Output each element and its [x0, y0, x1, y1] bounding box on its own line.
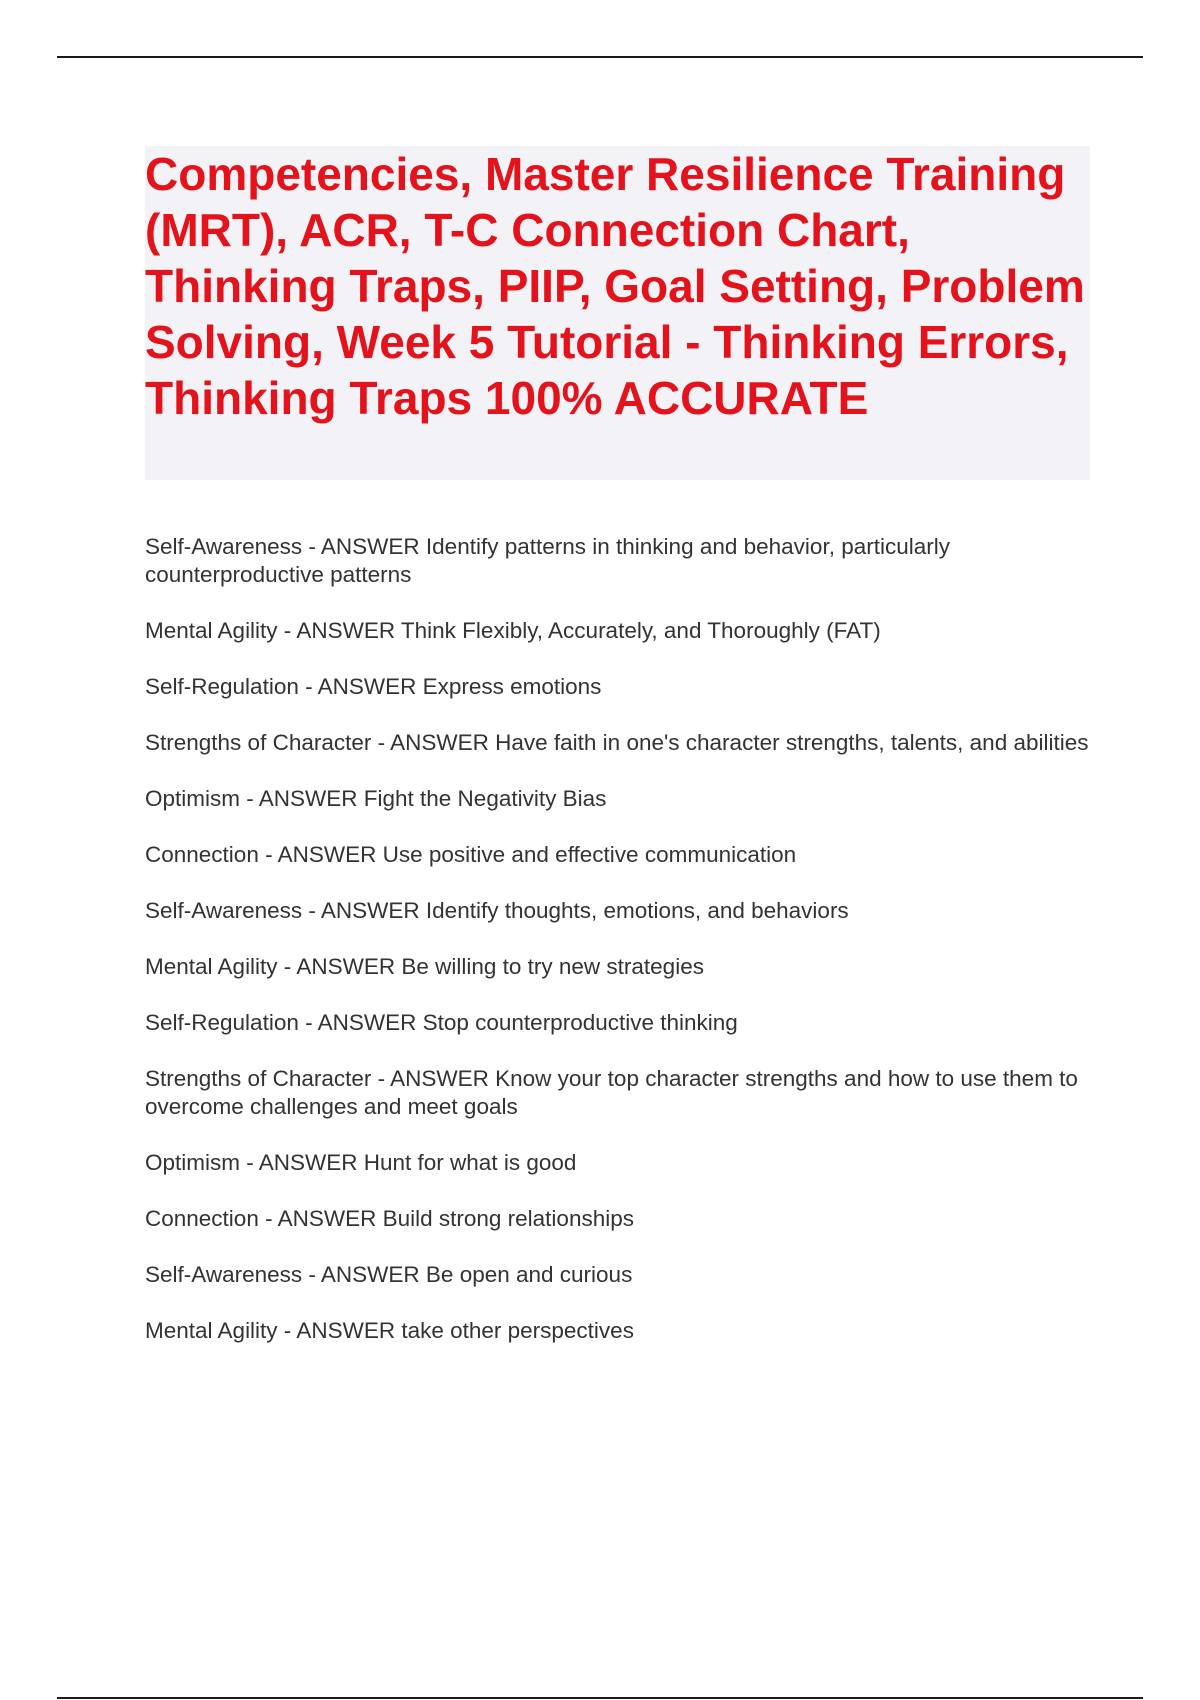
document-title: Competencies, Master Resilience Training (MRT), ACR, T-C Connection Chart, Thinking Traps, PIIP, Goal Setting, Problem Solving, Week 5 Tutorial - Thinking Errors, Thinking Traps 100% ACCURATE	[145, 148, 1085, 424]
qa-item: Connection - ANSWER Build strong relationships	[145, 1206, 634, 1231]
qa-item: Self-Awareness - ANSWER Identify patterns in thinking and behavior, particularly counterproductive patterns	[145, 534, 950, 587]
top-divider	[57, 56, 1143, 58]
qa-item: Optimism - ANSWER Hunt for what is good	[145, 1150, 577, 1175]
qa-item: Strengths of Character - ANSWER Have faith in one's character strengths, talents, and abilities	[145, 730, 1089, 755]
bottom-divider	[57, 1697, 1143, 1699]
qa-item: Strengths of Character - ANSWER Know your top character strengths and how to use them to overcome challenges and meet goals	[145, 1066, 1078, 1119]
title-block	[145, 146, 1090, 480]
qa-item: Connection - ANSWER Use positive and effective communication	[145, 842, 797, 867]
qa-list	[145, 533, 1090, 1373]
qa-item: Self-Regulation - ANSWER Express emotions	[145, 674, 602, 699]
qa-item: Mental Agility - ANSWER take other perspectives	[145, 1318, 634, 1343]
qa-item: Self-Regulation - ANSWER Stop counterproductive thinking	[145, 1010, 738, 1035]
qa-item: Self-Awareness - ANSWER Be open and curious	[145, 1262, 633, 1287]
qa-item: Mental Agility - ANSWER Think Flexibly, Accurately, and Thoroughly (FAT)	[145, 618, 881, 643]
qa-item: Mental Agility - ANSWER Be willing to try new strategies	[145, 954, 704, 979]
qa-item: Self-Awareness - ANSWER Identify thoughts, emotions, and behaviors	[145, 898, 849, 923]
qa-item: Optimism - ANSWER Fight the Negativity Bias	[145, 786, 607, 811]
